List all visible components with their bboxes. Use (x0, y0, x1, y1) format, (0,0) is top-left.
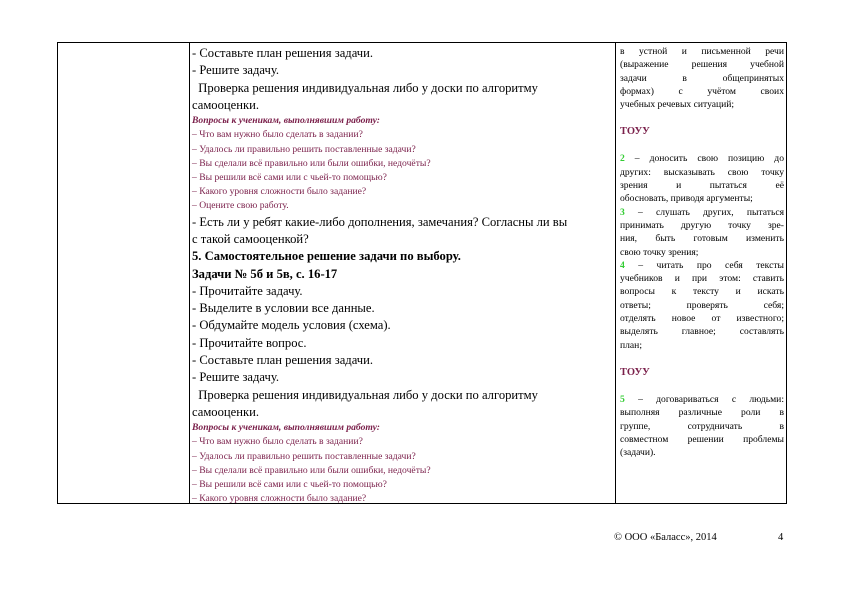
competency-line (620, 152, 784, 165)
competency-line: ответы; проверять себя; (620, 299, 784, 311)
task-line: - Составьте план решения задачи. (192, 352, 374, 367)
lesson-steps-cell (192, 45, 612, 506)
question-item: – Вы сделали всё правильно или были ошибки, недочёты? (192, 464, 431, 476)
section-tasks: Задачи № 5б и 5в, с. 16-17 (192, 266, 338, 281)
questions-heading: Вопросы к ученикам, выполнявшим работу: (192, 115, 380, 127)
competency-line (620, 393, 784, 406)
question-item: – Вы решили всё сами или с чьей-то помощью? (192, 478, 387, 490)
column-divider-1 (189, 43, 190, 503)
question-item: – Какого уровня сложности было задание? (192, 493, 367, 505)
competency-text: – доносить свою позицию до (624, 153, 784, 165)
competency-line: (выражение решения учебной (620, 59, 784, 71)
discussion-line: - Есть ли у ребят какие-либо дополнения, замечания? Согласны ли вы (192, 214, 568, 229)
competency-line: отделять новое от известного; (620, 313, 784, 325)
section-title: 5. Самостоятельное решение задачи по выбору. (192, 249, 461, 264)
competency-heading: ТОУУ (620, 126, 650, 138)
task-line: - Прочитайте задачу. (192, 283, 303, 298)
item-number: 5 (620, 393, 625, 405)
task-line: - Решите задачу. (192, 370, 280, 385)
competency-line: (задачи). (620, 447, 656, 459)
question-item: – Что вам нужно было сделать в задании? (192, 436, 363, 448)
competency-text: – читать про себя тексты (624, 259, 784, 271)
task-line: - Обдумайте модель условия (схема). (192, 318, 391, 333)
competency-line: вопросы к тексту и искать (620, 286, 784, 298)
competency-line: группе, сотрудничать в (620, 420, 784, 432)
competency-line: задачи в общепринятых (620, 72, 784, 84)
task-line: - Прочитайте вопрос. (192, 335, 307, 350)
competency-line: других: высказывать свою точку (620, 166, 784, 178)
check-line: Проверка решения индивидуальная либо у доски по алгоритму (192, 387, 538, 402)
item-number: 4 (620, 259, 625, 271)
competency-line: принимать другую точку зре- (620, 219, 784, 231)
competency-line: план; (620, 339, 642, 351)
questions-heading: Вопросы к ученикам, выполнявшим работу: (192, 422, 380, 434)
competency-line: учебников и при этом: ставить (620, 273, 784, 285)
competency-text: – договариваться с людьми: (624, 393, 784, 405)
check-line: Проверка решения индивидуальная либо у доски по алгоритму (192, 80, 538, 95)
competency-line: выполняя различные роли в (620, 407, 784, 419)
competency-text: – слушать других, пытаться (624, 206, 784, 218)
check-line: самооценки. (192, 97, 259, 112)
task-line: - Составьте план решения задачи. (192, 46, 374, 60)
competency-line: свою точку зрения; (620, 246, 699, 258)
competency-line: ния, быть готовым изменить (620, 233, 784, 245)
question-item: – Что вам нужно было сделать в задании? (192, 129, 363, 141)
competency-line: совместном решении проблемы (620, 433, 784, 445)
question-item: – Оцените свою работу. (192, 200, 289, 212)
page-number: 4 (778, 532, 784, 543)
competency-line: обосновать, приводя аргументы; (620, 193, 753, 205)
competency-line (620, 206, 784, 219)
question-item: – Вы решили всё сами или с чьей-то помощью? (192, 172, 387, 183)
question-item: – Вы сделали всё правильно или были ошибки, недочёты? (192, 157, 431, 169)
competency-line: учебных речевых ситуаций; (620, 99, 735, 111)
competency-line: формах) с учётом своих (620, 85, 784, 97)
question-item: – Какого уровня сложности было задание? (192, 186, 367, 198)
copyright-footer: © ООО «Баласс», 2014 (614, 532, 717, 543)
question-item: – Удалось ли правильно решить поставленные задачи? (192, 143, 416, 155)
lesson-table (57, 42, 787, 504)
item-number: 3 (620, 206, 625, 218)
competency-line: зрения и пытаться её (620, 180, 784, 192)
item-number: 2 (620, 153, 625, 165)
question-item: – Удалось ли правильно решить поставленные задачи? (192, 450, 416, 462)
discussion-line: с такой самооценкой? (192, 231, 309, 246)
competency-heading: ТОУУ (620, 366, 650, 378)
column-divider-2 (615, 43, 616, 503)
competencies-cell (620, 45, 784, 459)
task-line: - Выделите в условии все данные. (192, 301, 375, 316)
competency-line (620, 259, 784, 272)
competency-line: выделять главное; составлять (620, 326, 784, 338)
task-line: - Решите задачу. (192, 63, 280, 78)
competency-line: в устной и письменной речи (620, 46, 784, 57)
check-line: самооценки. (192, 404, 259, 419)
